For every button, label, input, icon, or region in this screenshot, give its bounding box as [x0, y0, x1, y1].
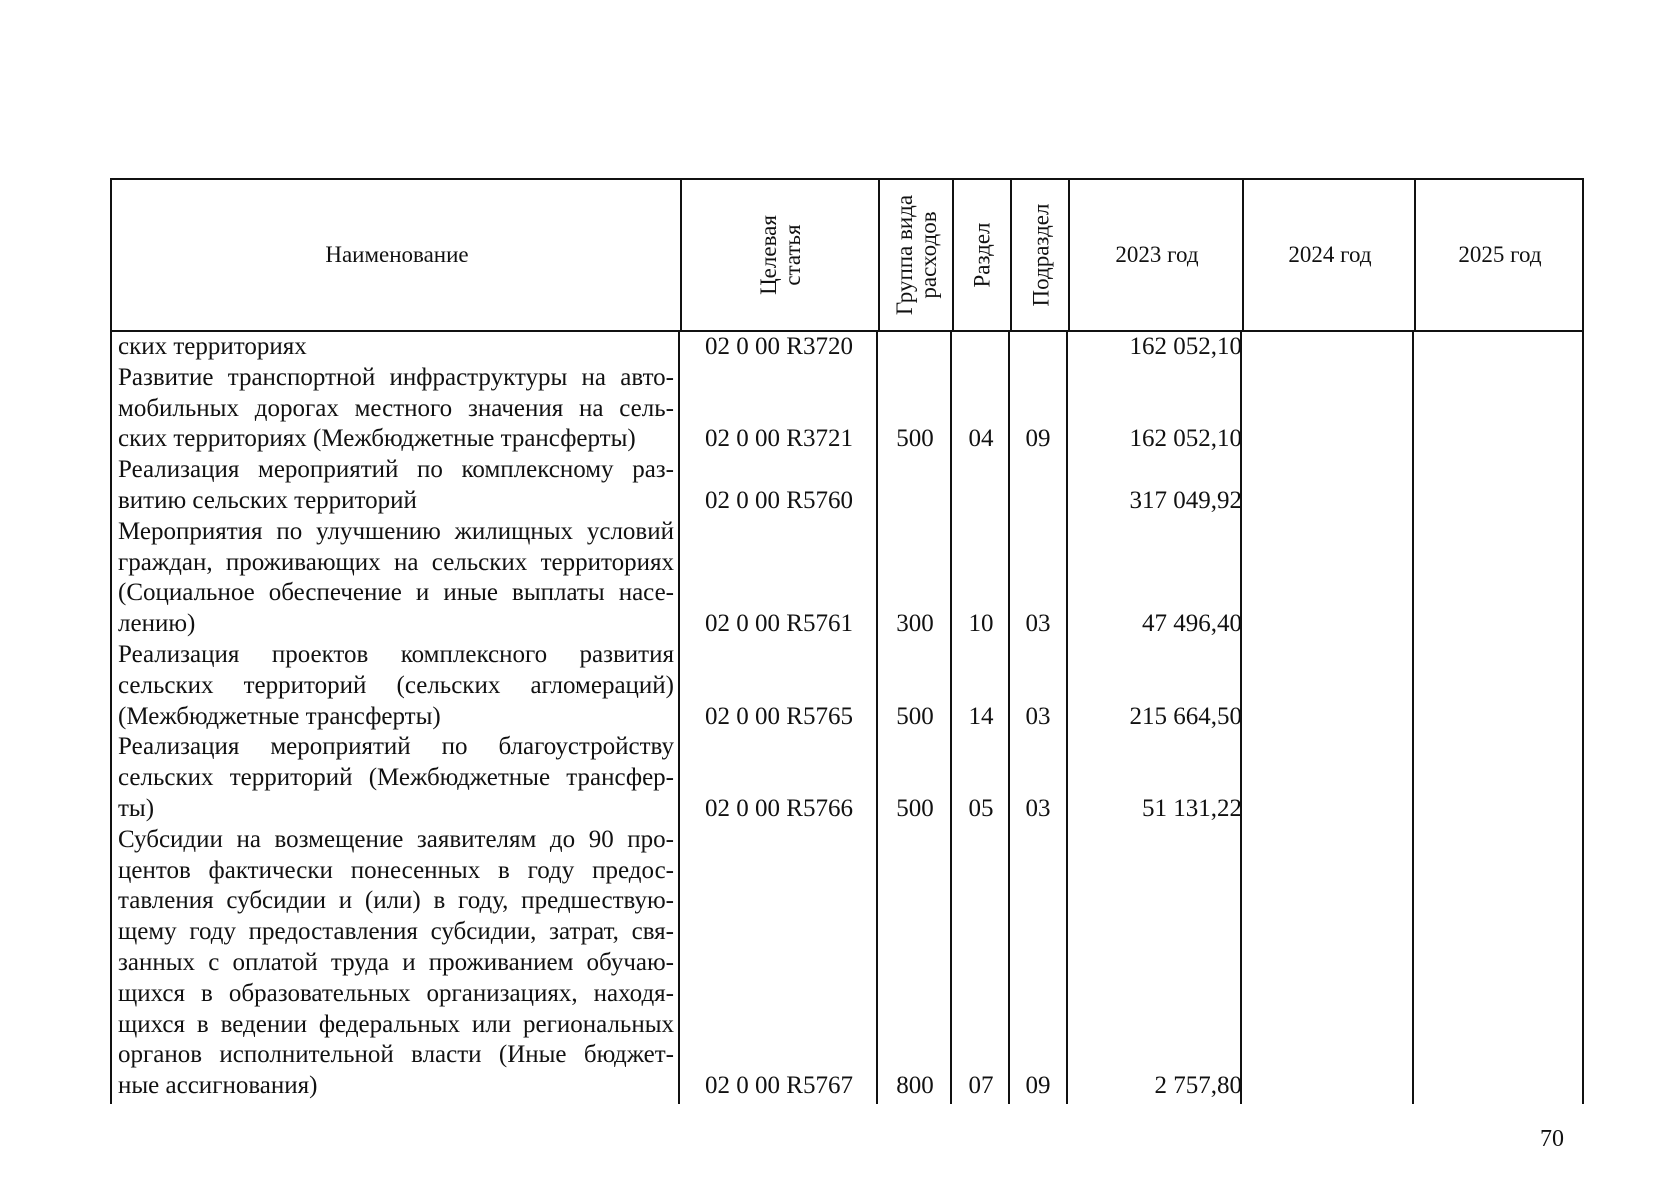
row-target-code: 02 0 00 R3720	[705, 333, 853, 360]
header-target	[680, 180, 880, 330]
row-name-line: щему году предоставления субсидии, затрат, свя-	[118, 918, 674, 946]
row-name-line: центов фактически понесенных в году предос-	[118, 856, 674, 884]
row-name-line: органов исполнительной власти (Иные бюджет-	[118, 1041, 674, 1069]
row-target-code: 02 0 00 R5761	[705, 610, 853, 638]
row-name-line: щихся в образовательных организациях, находя-	[118, 979, 674, 1007]
row-subsection: 03	[1025, 702, 1051, 730]
row-name-line: ских территориях	[118, 333, 307, 360]
row-name-line: ских территориях (Межбюджетные трансферты)	[118, 425, 636, 453]
header-subsection-label: Подраздел	[1028, 203, 1054, 307]
table-row	[110, 363, 1584, 455]
table-row	[110, 517, 1584, 640]
header-section	[952, 180, 1012, 330]
row-amount-2023: 317 049,92	[1129, 486, 1242, 514]
row-name	[118, 825, 674, 1102]
header-name	[112, 180, 682, 330]
row-name	[118, 455, 674, 517]
row-amount-2023: 2 757,80	[1154, 1072, 1242, 1100]
row-name-line: мобильных дорогах местного значения на сель-	[118, 394, 674, 422]
row-expense-group: 300	[896, 610, 934, 638]
row-section: 07	[968, 1072, 994, 1100]
row-name-line: (Межбюджетные трансферты)	[118, 702, 441, 730]
header-year-2024	[1242, 180, 1416, 330]
header-subsection	[1010, 180, 1070, 330]
row-name-line: Развитие транспортной инфраструктуры на авто-	[118, 363, 674, 391]
row-name-line: сельских территорий (сельских агломераций)	[118, 671, 674, 699]
header-year1-label: 2023 год	[1115, 242, 1199, 267]
row-amount-2023: 162 052,10	[1129, 333, 1242, 360]
row-subsection: 03	[1025, 610, 1051, 638]
row-target-code: 02 0 00 R3721	[705, 425, 853, 453]
row-name-line: Реализация проектов комплексного развития	[118, 641, 674, 668]
row-name	[118, 517, 674, 640]
row-name-line: щихся в ведении федеральных или региональных	[118, 1010, 674, 1038]
header-group	[878, 180, 954, 330]
row-name-line: Мероприятия по улучшению жилищных условий	[118, 517, 674, 545]
row-expense-group: 500	[896, 794, 934, 822]
row-target-code: 02 0 00 R5766	[705, 794, 853, 822]
row-section: 05	[968, 794, 994, 822]
table-row	[110, 332, 1584, 363]
table-header	[110, 178, 1584, 332]
row-target-code: 02 0 00 R5767	[705, 1072, 853, 1100]
row-name-line: занных с оплатой труда и проживанием обучаю-	[118, 948, 674, 976]
header-group-line1: Группа вида	[892, 194, 918, 316]
row-subsection: 09	[1025, 425, 1051, 453]
row-subsection: 03	[1025, 794, 1051, 822]
row-section: 10	[968, 610, 994, 638]
row-name	[118, 732, 674, 824]
row-subsection: 09	[1025, 1072, 1051, 1100]
row-target-code: 02 0 00 R5760	[705, 486, 853, 514]
row-name	[118, 640, 674, 732]
row-name-line: лению)	[118, 610, 196, 638]
header-target-line2: статья	[779, 224, 805, 286]
row-amount-2023: 215 664,50	[1129, 702, 1242, 730]
header-year-2025	[1414, 180, 1584, 330]
row-name-line: ты)	[118, 794, 155, 822]
row-name-line: Реализация мероприятий по благоустройству	[118, 733, 674, 761]
header-year3-label: 2025 год	[1458, 242, 1542, 267]
row-name	[118, 363, 674, 455]
row-name-line: Субсидии на возмещение заявителям до 90 про-	[118, 825, 674, 853]
budget-table	[110, 178, 1584, 1104]
row-expense-group: 800	[896, 1072, 934, 1100]
row-name-line: витию сельских территорий	[118, 486, 417, 514]
table-row	[110, 732, 1584, 824]
row-section: 04	[968, 425, 994, 453]
row-expense-group: 500	[896, 425, 934, 453]
page-number: 70	[1540, 1126, 1564, 1152]
header-group-line2: расходов	[916, 211, 942, 299]
row-name-line: Реализация мероприятий по комплексному раз-	[118, 456, 674, 484]
table-row	[110, 825, 1584, 1102]
header-target-line1: Целевая	[755, 215, 781, 295]
row-section: 14	[968, 702, 994, 730]
row-target-code: 02 0 00 R5765	[705, 702, 853, 730]
row-amount-2023: 47 496,40	[1142, 610, 1242, 638]
table-row	[110, 640, 1584, 732]
row-name	[118, 332, 674, 363]
row-name-line: ные ассигнования)	[118, 1072, 318, 1100]
row-name-line: (Социальное обеспечение и иные выплаты насе-	[118, 579, 674, 607]
table-body	[110, 332, 1584, 1104]
row-expense-group: 500	[896, 702, 934, 730]
row-amount-2023: 162 052,10	[1129, 425, 1242, 453]
header-year-2023	[1068, 180, 1244, 330]
row-name-line: граждан, проживающих на сельских территориях	[118, 548, 674, 576]
header-name-label: Наименование	[325, 242, 469, 267]
header-year2-label: 2024 год	[1288, 242, 1372, 267]
table-row	[110, 455, 1584, 517]
row-amount-2023: 51 131,22	[1142, 794, 1242, 822]
row-name-line: сельских территорий (Межбюджетные трансфер-	[118, 764, 674, 792]
header-section-label: Раздел	[970, 222, 995, 288]
row-name-line: тавления субсидии и (или) в году, предшествую-	[118, 887, 674, 915]
